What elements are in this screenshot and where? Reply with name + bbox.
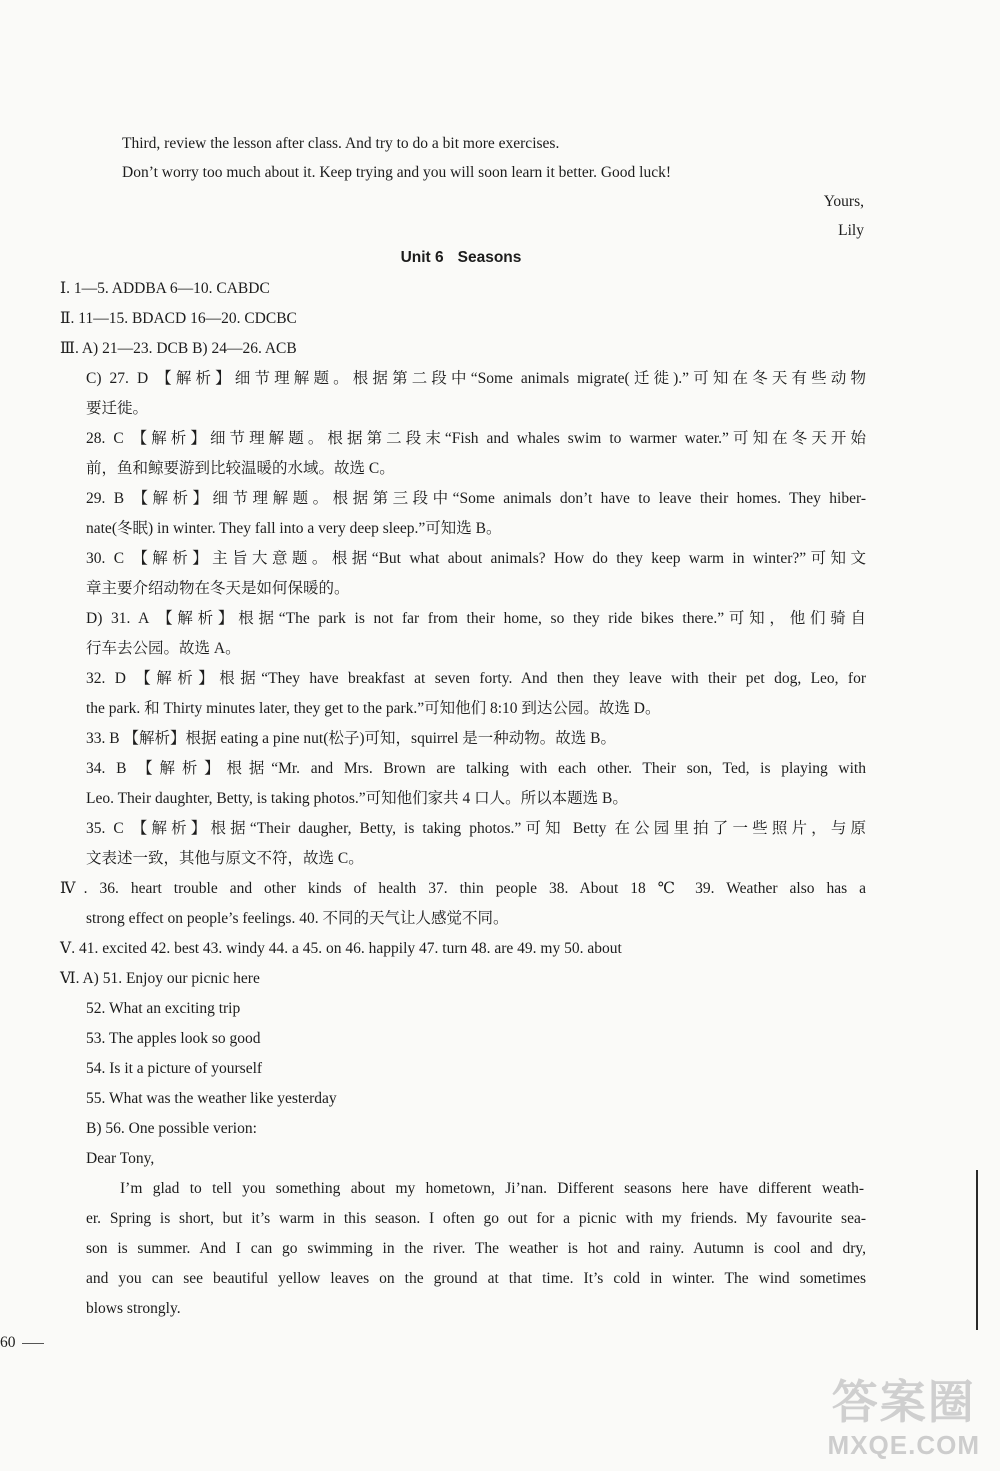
answer-line: 54. Is it a picture of yourself bbox=[86, 1060, 263, 1077]
answer-line: strong effect on people’s feelings. 40. 不同的天气让人感觉不同。 bbox=[86, 910, 509, 927]
answer-line: 行车去公园。故选 A。 bbox=[86, 640, 241, 657]
answer-line: 53. The apples look so good bbox=[86, 1030, 261, 1047]
answer-line: 28. C 【解析】细节理解题。根据第二段末“Fish and whales swim to warmer water.”可知在冬天开始 bbox=[86, 430, 866, 447]
unit-title bbox=[0, 248, 922, 268]
answer-line: Ⅵ. A) 51. Enjoy our picnic here bbox=[60, 970, 260, 987]
scan-edge-line bbox=[976, 1170, 978, 1330]
answer-line: 52. What an exciting trip bbox=[86, 1000, 241, 1017]
answer-line: 32. D 【解析】根据“They have breakfast at seven forty. And then they leave with their pet dog, Leo, for bbox=[86, 670, 866, 687]
answer-line: D) 31. A 【解析】根据“The park is not far from their home, so they ride bikes there.”可知，他们骑自 bbox=[86, 610, 866, 627]
answer-line: 章主要介绍动物在冬天是如何保暖的。 bbox=[86, 580, 350, 597]
essay-line: son is summer. And I can go swimming in the river. The weather is hot and rainy. Autumn is cool and dry, bbox=[86, 1240, 866, 1257]
answer-line: B) 56. One possible verion: bbox=[86, 1120, 257, 1137]
answer-line: C) 27. D 【解析】细节理解题。根据第二段中“Some animals migrate(迁徙).”可知在冬天有些动物 bbox=[86, 370, 866, 387]
essay-line: and you can see beautiful yellow leaves on the ground at that time. It’s cold in winter. The wind sometimes bbox=[86, 1270, 866, 1287]
essay-line: I’m glad to tell you something about my hometown, Ji’nan. Different seasons here have different weath- bbox=[120, 1180, 864, 1197]
answer-line: Ⅳ. 36. heart trouble and other kinds of health 37. thin people 38. About 18 ℃ 39. Weather also has a bbox=[60, 880, 866, 897]
watermark-url: MXQE.COM bbox=[827, 1430, 980, 1460]
answer-line: nate(冬眠) in winter. They fall into a very deep sleep.”可知选 B。 bbox=[86, 520, 502, 537]
letter-line: Don’t worry too much about it. Keep trying and you will soon learn it better. Good luck! bbox=[122, 164, 672, 181]
answer-line: 34. B 【解析】根据“Mr. and Mrs. Brown are talking with each other. Their son, Ted, is playing with bbox=[86, 760, 866, 777]
unit-label: Unit 6 bbox=[400, 249, 444, 266]
answer-line: Ⅴ. 41. excited 42. best 43. windy 44. a 45. on 46. happily 47. turn 48. are 49. my 50. about bbox=[60, 940, 622, 957]
letter-signature: Lily bbox=[838, 222, 864, 239]
answer-line: the park. 和 Thirty minutes later, they get to the park.”可知他们 8:10 到达公园。故选 D。 bbox=[86, 700, 661, 717]
answer-line: Ⅱ. 11—15. BDACD 16—20. CDCBC bbox=[60, 310, 297, 327]
essay-line: er. Spring is short, but it’s warm in this season. I often go out for a picnic with my friends. My favourite sea- bbox=[86, 1210, 866, 1227]
unit-name: Seasons bbox=[457, 249, 522, 266]
answer-line: 33. B 【解析】根据 eating a pine nut(松子)可知，squirrel 是一种动物。故选 B。 bbox=[86, 730, 616, 747]
letter-line: Third, review the lesson after class. And try to do a bit more exercises. bbox=[122, 135, 560, 152]
watermark bbox=[828, 1374, 980, 1461]
page-number-dash bbox=[22, 1343, 44, 1344]
answer-line: 55. What was the weather like yesterday bbox=[86, 1090, 337, 1107]
answer-line: Ⅰ. 1—5. ADDBA 6—10. CABDC bbox=[60, 280, 270, 297]
watermark-logo-icon: 答案圈 bbox=[831, 1376, 976, 1428]
answer-line: 文表述一致，其他与原文不符，故选 C。 bbox=[86, 850, 364, 867]
answer-line: 35. C 【解析】根据“Their daugher, Betty, is taking photos.”可知 Betty 在公园里拍了一些照片，与原 bbox=[86, 820, 866, 837]
page-number bbox=[0, 1333, 44, 1353]
answer-line: 30. C 【解析】主旨大意题。根据“But what about animals? How do they keep warm in winter?”可知文 bbox=[86, 550, 866, 567]
essay-line: blows strongly. bbox=[86, 1300, 181, 1317]
answer-line: 29. B 【解析】细节理解题。根据第三段中“Some animals don’t have to leave their homes. They hiber- bbox=[86, 490, 866, 507]
answer-line: Ⅲ. A) 21—23. DCB B) 24—26. ACB bbox=[60, 340, 297, 357]
answer-line: Leo. Their daughter, Betty, is taking photos.”可知他们家共 4 口人。所以本题选 B。 bbox=[86, 790, 628, 807]
answer-line: 前，鱼和鲸要游到比较温暖的水域。故选 C。 bbox=[86, 460, 395, 477]
letter-closing: Yours, bbox=[823, 193, 864, 210]
page-number-text: 60 bbox=[0, 1334, 16, 1351]
letter-greeting: Dear Tony, bbox=[86, 1150, 155, 1167]
answer-line: 要迁徙。 bbox=[86, 400, 149, 417]
